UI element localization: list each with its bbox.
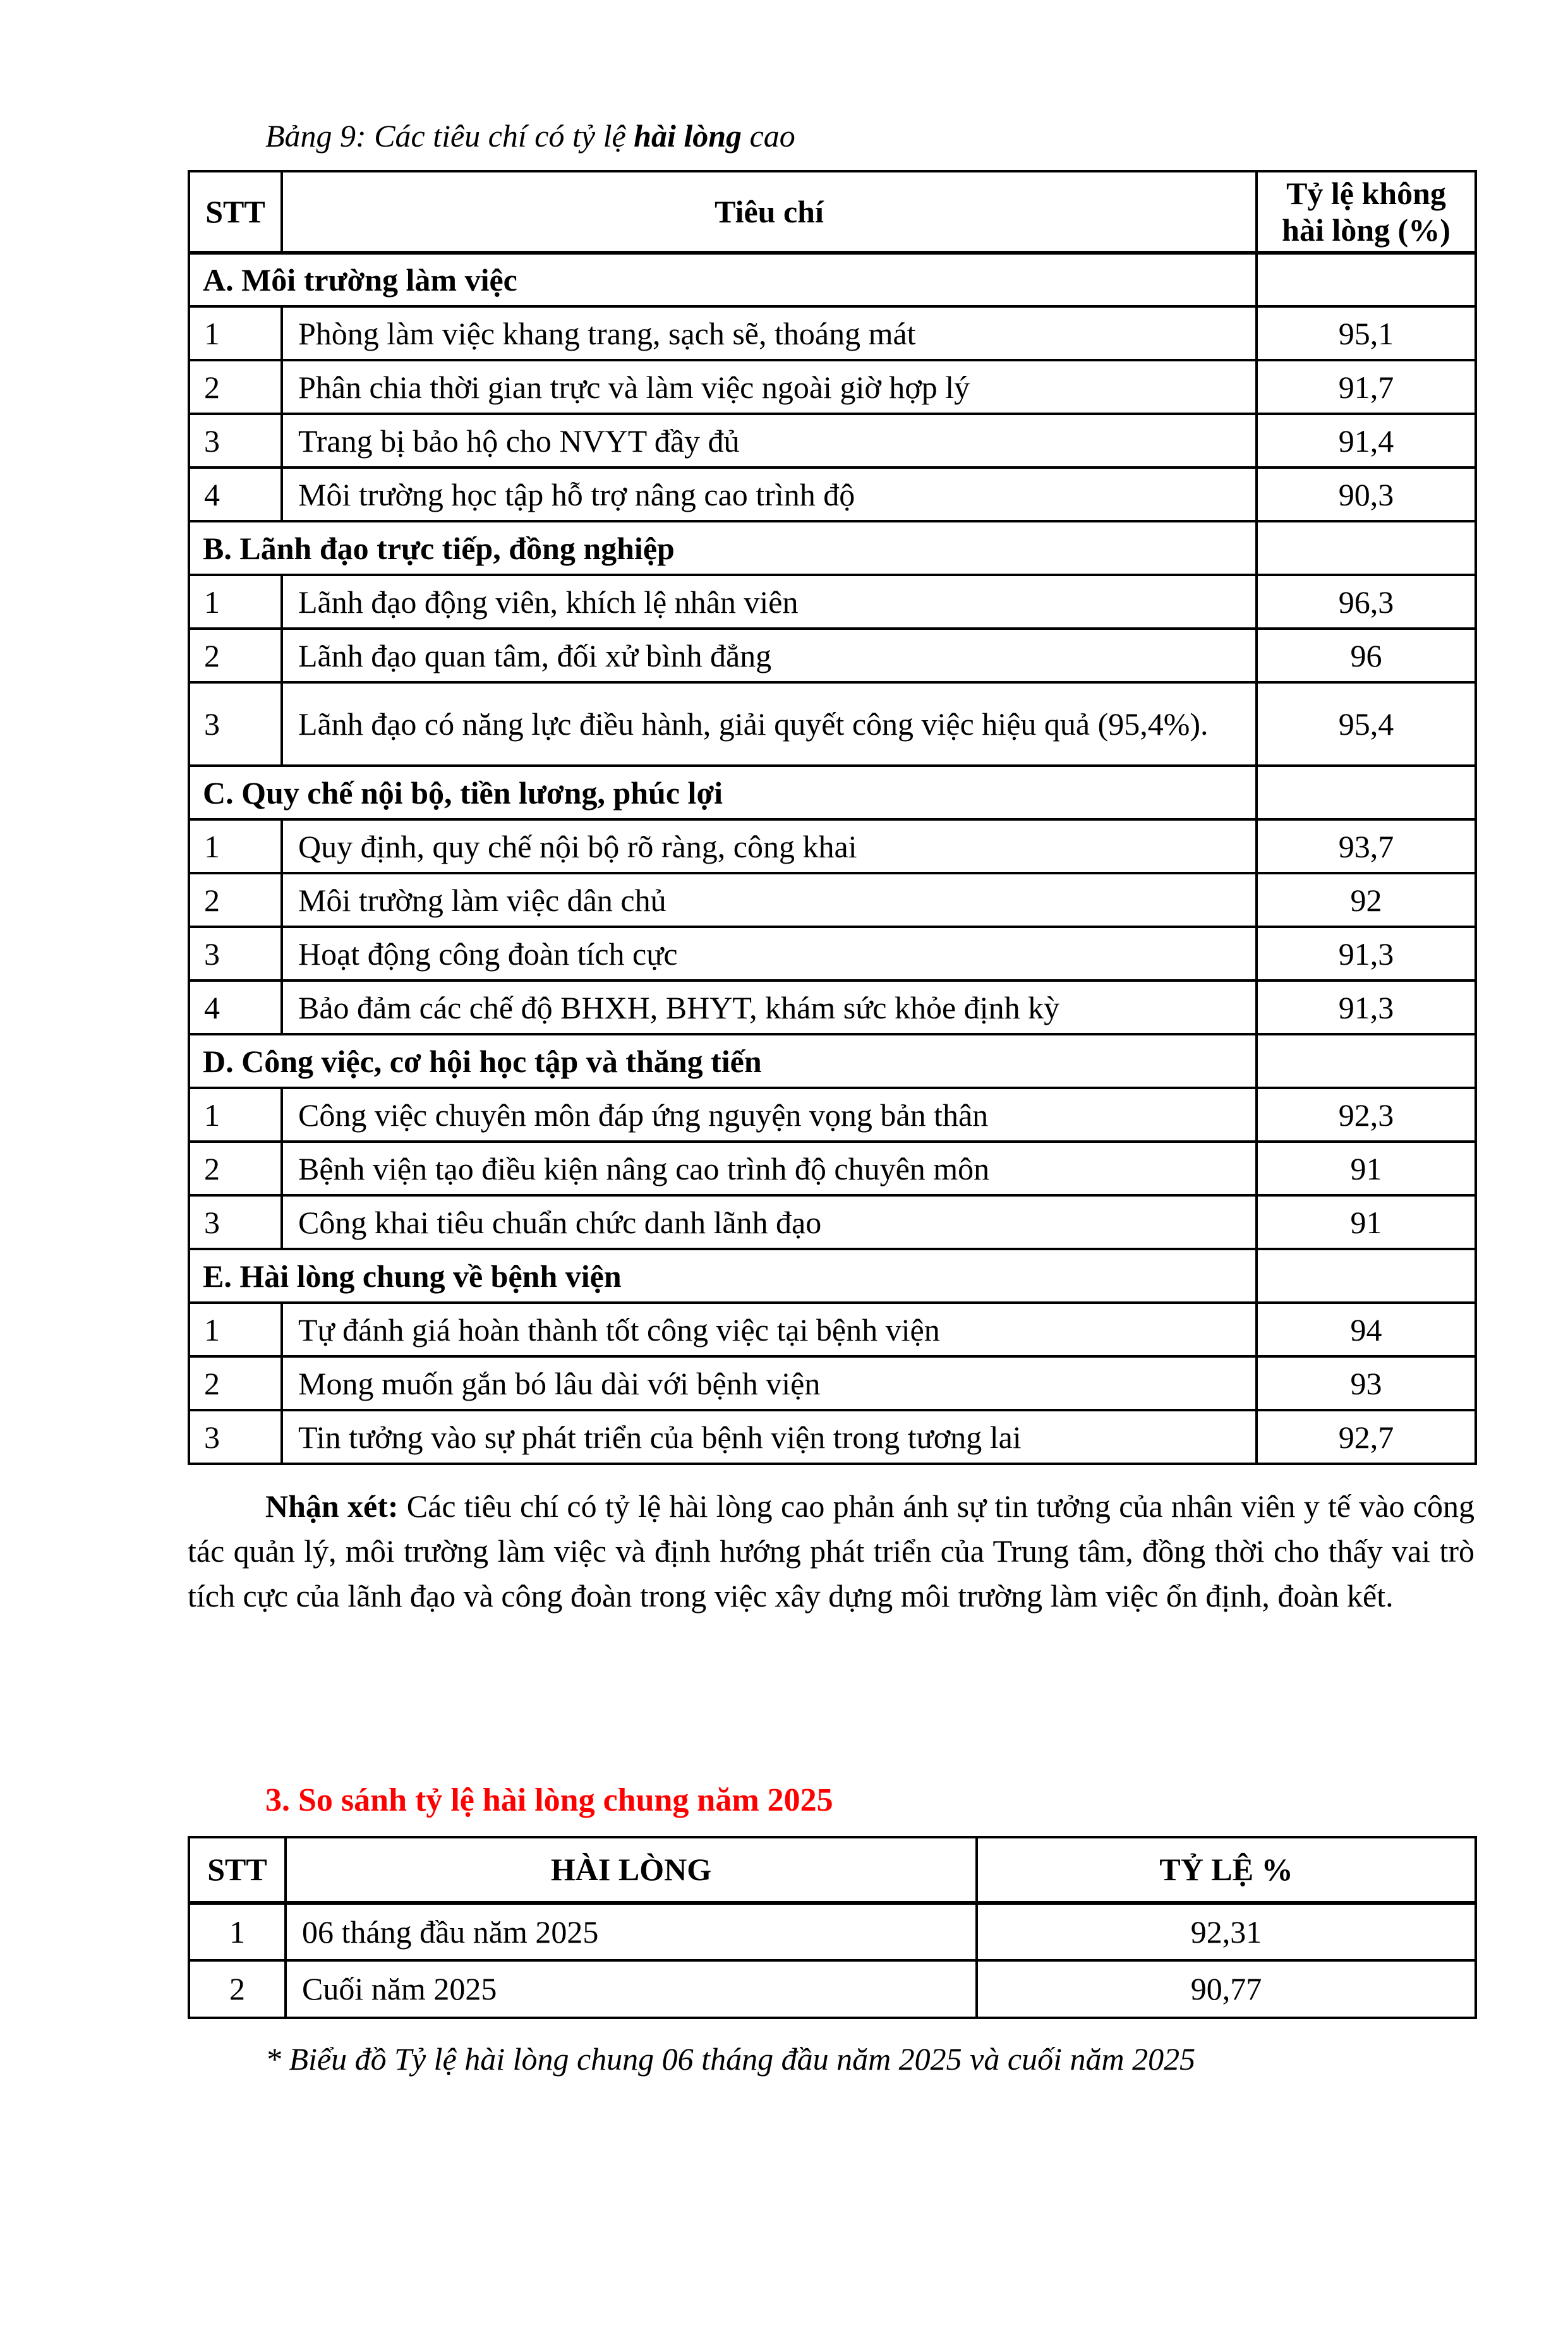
header-stt: STT bbox=[189, 171, 282, 253]
section3-heading: 3. So sánh tỷ lệ hài lòng chung năm 2025 bbox=[265, 1782, 833, 1818]
row-value: 92 bbox=[1257, 873, 1476, 927]
row-number: 3 bbox=[189, 414, 282, 468]
section-empty-cell bbox=[1257, 521, 1476, 575]
row-criterion: Lãnh đạo động viên, khích lệ nhân viên bbox=[282, 575, 1257, 629]
row-number: 1 bbox=[189, 306, 282, 360]
row-number: 1 bbox=[189, 819, 282, 873]
table1-caption-bold: hài lòng bbox=[634, 118, 742, 154]
section-row-a bbox=[189, 253, 1476, 306]
row-value: 92,31 bbox=[977, 1903, 1476, 1960]
table-row bbox=[189, 873, 1476, 927]
row-value: 92,3 bbox=[1257, 1088, 1476, 1142]
table-row bbox=[189, 819, 1476, 873]
row-number: 3 bbox=[189, 682, 282, 766]
row-criterion: Bảo đảm các chế độ BHXH, BHYT, khám sức khỏe định kỳ bbox=[282, 980, 1257, 1034]
row-number: 1 bbox=[189, 575, 282, 629]
row-criterion: Môi trường học tập hỗ trợ nâng cao trình độ bbox=[282, 468, 1257, 521]
table-row bbox=[189, 306, 1476, 360]
row-value: 91,7 bbox=[1257, 360, 1476, 414]
table-row bbox=[189, 1303, 1476, 1356]
row-value: 96 bbox=[1257, 629, 1476, 682]
row-criterion: Mong muốn gắn bó lâu dài với bệnh viện bbox=[282, 1356, 1257, 1410]
row-number: 3 bbox=[189, 1195, 282, 1249]
row-number: 1 bbox=[189, 1088, 282, 1142]
table-row bbox=[189, 980, 1476, 1034]
row-value: 93 bbox=[1257, 1356, 1476, 1410]
header-rate: TỶ LỆ % bbox=[977, 1837, 1476, 1903]
row-number: 2 bbox=[189, 1142, 282, 1195]
row-value: 95,1 bbox=[1257, 306, 1476, 360]
comparison-table bbox=[188, 1836, 1477, 2019]
row-value: 95,4 bbox=[1257, 682, 1476, 766]
row-criterion: Hoạt động công đoàn tích cực bbox=[282, 927, 1257, 980]
section-empty-cell bbox=[1257, 253, 1476, 306]
row-value: 93,7 bbox=[1257, 819, 1476, 873]
table-row bbox=[189, 1088, 1476, 1142]
header-criteria: Tiêu chí bbox=[282, 171, 1257, 253]
table-row bbox=[189, 360, 1476, 414]
row-criterion: Phân chia thời gian trực và làm việc ngoài giờ hợp lý bbox=[282, 360, 1257, 414]
row-value: 91,3 bbox=[1257, 927, 1476, 980]
row-value: 91,4 bbox=[1257, 414, 1476, 468]
row-number: 4 bbox=[189, 468, 282, 521]
section-row-c bbox=[189, 766, 1476, 819]
header-satisfaction: HÀI LÒNG bbox=[286, 1837, 977, 1903]
row-value: 92,7 bbox=[1257, 1410, 1476, 1464]
table1-caption-prefix: Bảng 9: Các tiêu chí có tỷ lệ bbox=[265, 118, 634, 154]
row-criterion: Lãnh đạo quan tâm, đối xử bình đẳng bbox=[282, 629, 1257, 682]
header-stt: STT bbox=[189, 1837, 286, 1903]
table-row bbox=[189, 927, 1476, 980]
table1-caption bbox=[265, 117, 1568, 155]
table-row bbox=[189, 682, 1476, 766]
section-title: D. Công việc, cơ hội học tập và thăng tiến bbox=[189, 1034, 1257, 1088]
table-row bbox=[189, 468, 1476, 521]
row-criterion: Công khai tiêu chuẩn chức danh lãnh đạo bbox=[282, 1195, 1257, 1249]
row-criterion: Trang bị bảo hộ cho NVYT đầy đủ bbox=[282, 414, 1257, 468]
row-criterion: Tin tưởng vào sự phát triển của bệnh viện trong tương lai bbox=[282, 1410, 1257, 1464]
table-row bbox=[189, 629, 1476, 682]
row-number: 2 bbox=[189, 1960, 286, 2018]
table-row bbox=[189, 1903, 1476, 1960]
comparison-table-header-row bbox=[189, 1837, 1476, 1903]
comment-paragraph bbox=[188, 1484, 1475, 1619]
criteria-table-header-row bbox=[189, 171, 1476, 253]
table-row bbox=[189, 575, 1476, 629]
row-number: 2 bbox=[189, 873, 282, 927]
row-number: 2 bbox=[189, 629, 282, 682]
table-row bbox=[189, 1410, 1476, 1464]
table-row bbox=[189, 414, 1476, 468]
table-row bbox=[189, 1960, 1476, 2018]
section-title: C. Quy chế nội bộ, tiền lương, phúc lợi bbox=[189, 766, 1257, 819]
row-value: 96,3 bbox=[1257, 575, 1476, 629]
chart-caption: * Biểu đồ Tỷ lệ hài lòng chung 06 tháng đầu năm 2025 và cuối năm 2025 bbox=[265, 2041, 1196, 2077]
comment-text: Các tiêu chí có tỷ lệ hài lòng cao phản ánh sự tin tưởng của nhân viên y tế vào công tác quản lý, môi trường làm việc và định hướng phát triển của Trung tâm, đồng thời cho thấy vai trò tích cực của lãnh đạo và công đoàn trong việc xây dựng môi trường làm việc ổn định, đoàn kết. bbox=[188, 1488, 1475, 1614]
header-rate: Tỷ lệ không hài lòng (%) bbox=[1257, 171, 1476, 253]
row-criterion: Quy định, quy chế nội bộ rõ ràng, công khai bbox=[282, 819, 1257, 873]
comment-label: Nhận xét: bbox=[265, 1488, 399, 1524]
row-label: Cuối năm 2025 bbox=[286, 1960, 977, 2018]
row-number: 1 bbox=[189, 1303, 282, 1356]
row-value: 91,3 bbox=[1257, 980, 1476, 1034]
row-number: 2 bbox=[189, 360, 282, 414]
section-title: B. Lãnh đạo trực tiếp, đồng nghiệp bbox=[189, 521, 1257, 575]
section-title: E. Hài lòng chung về bệnh viện bbox=[189, 1249, 1257, 1303]
table1-caption-suffix: cao bbox=[742, 118, 795, 154]
row-number: 1 bbox=[189, 1903, 286, 1960]
row-criterion: Tự đánh giá hoàn thành tốt công việc tại bệnh viện bbox=[282, 1303, 1257, 1356]
table-row bbox=[189, 1356, 1476, 1410]
section-row-b bbox=[189, 521, 1476, 575]
table-row bbox=[189, 1195, 1476, 1249]
row-value: 90,3 bbox=[1257, 468, 1476, 521]
row-number: 4 bbox=[189, 980, 282, 1034]
section-empty-cell bbox=[1257, 1249, 1476, 1303]
row-number: 3 bbox=[189, 927, 282, 980]
row-value: 91 bbox=[1257, 1142, 1476, 1195]
row-criterion: Phòng làm việc khang trang, sạch sẽ, thoáng mát bbox=[282, 306, 1257, 360]
row-label: 06 tháng đầu năm 2025 bbox=[286, 1903, 977, 1960]
row-value: 94 bbox=[1257, 1303, 1476, 1356]
row-criterion: Công việc chuyên môn đáp ứng nguyện vọng bản thân bbox=[282, 1088, 1257, 1142]
row-value: 91 bbox=[1257, 1195, 1476, 1249]
section-empty-cell bbox=[1257, 766, 1476, 819]
criteria-table bbox=[188, 170, 1477, 1465]
row-number: 2 bbox=[189, 1356, 282, 1410]
row-criterion: Bệnh viện tạo điều kiện nâng cao trình độ chuyên môn bbox=[282, 1142, 1257, 1195]
section-row-e bbox=[189, 1249, 1476, 1303]
section-title: A. Môi trường làm việc bbox=[189, 253, 1257, 306]
section-empty-cell bbox=[1257, 1034, 1476, 1088]
row-value: 90,77 bbox=[977, 1960, 1476, 2018]
row-criterion: Môi trường làm việc dân chủ bbox=[282, 873, 1257, 927]
table-row bbox=[189, 1142, 1476, 1195]
row-criterion: Lãnh đạo có năng lực điều hành, giải quyết công việc hiệu quả (95,4%). bbox=[282, 682, 1257, 766]
document-page bbox=[0, 117, 1568, 2335]
section-row-d bbox=[189, 1034, 1476, 1088]
row-number: 3 bbox=[189, 1410, 282, 1464]
